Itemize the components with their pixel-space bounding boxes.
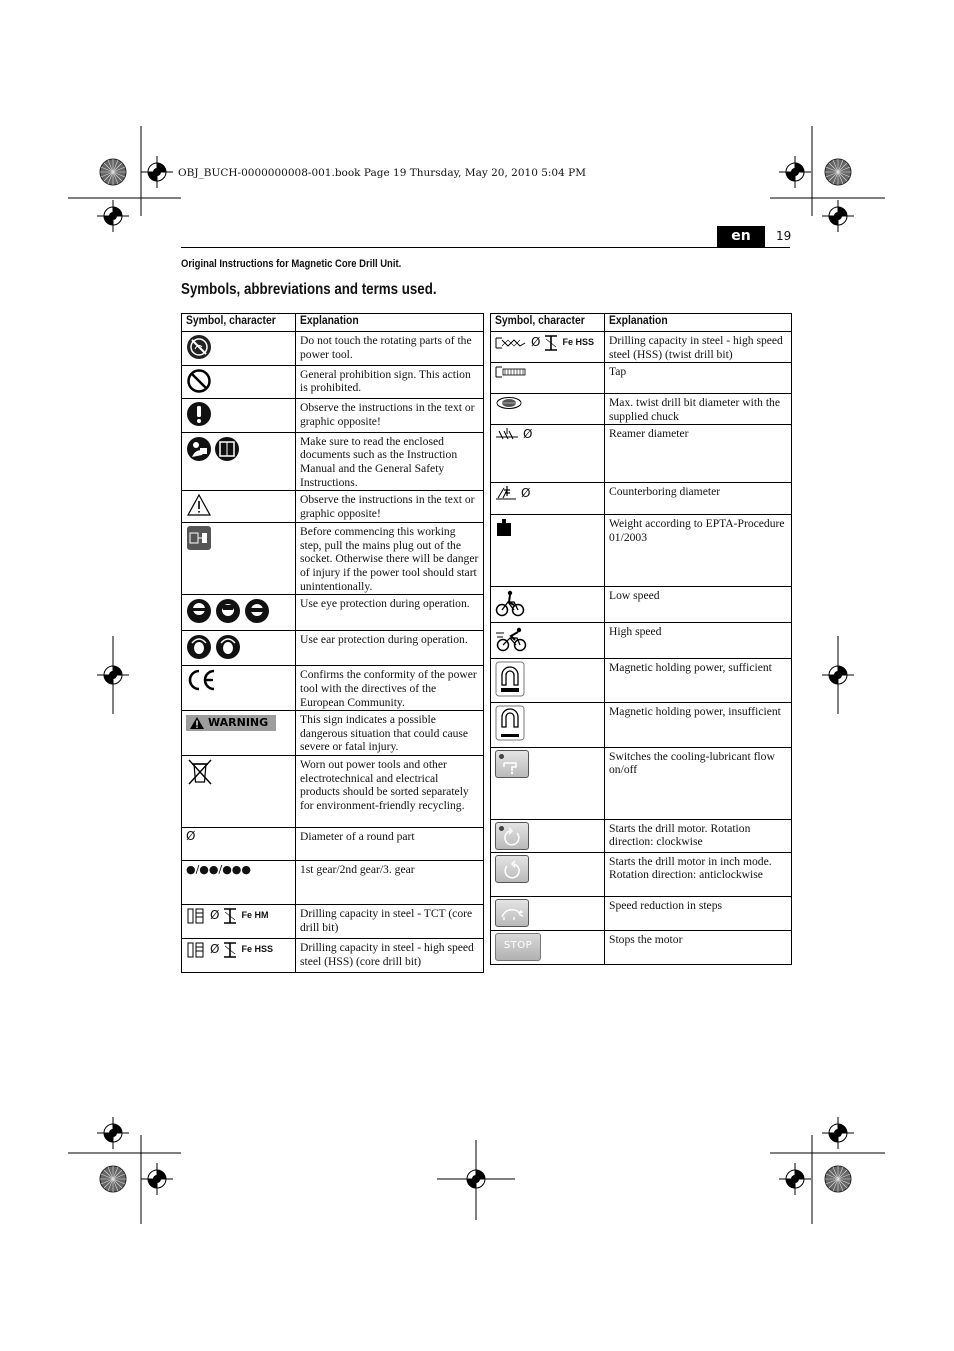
- table-row: [491, 425, 792, 483]
- warning-badge-label: WARNING: [208, 716, 269, 730]
- symbol-cell: [182, 630, 296, 666]
- diameter-symbol: Ø: [531, 335, 541, 350]
- explanation-cell: Switches the cooling-lubricant flow on/off: [605, 747, 792, 819]
- symbol-cell: [182, 666, 296, 711]
- warning-triangle-icon: [190, 717, 204, 729]
- explanation-cell: Use eye protection during operation.: [296, 595, 484, 631]
- column-header-symbol: Symbol, character: [491, 314, 605, 332]
- column-header-symbol: Symbol, character: [182, 314, 296, 332]
- header-rule: [181, 247, 790, 248]
- table-row: [182, 630, 484, 666]
- warning-triangle-icon: [186, 493, 212, 517]
- symbols-table-left: [181, 313, 484, 973]
- explanation-cell: Starts the drill motor. Rotation direction: clockwise: [605, 819, 792, 852]
- symbol-cell: [491, 515, 605, 587]
- bicycle-fast-icon: [495, 625, 527, 653]
- read-manual-icon: [186, 435, 242, 463]
- explanation-cell: This sign indicates a possible dangerous situation that could cause severe or fatal injury.: [296, 711, 484, 756]
- column-header-explanation: Explanation: [605, 314, 792, 332]
- gear-dots-symbol: ●/●●/●●●: [186, 863, 252, 877]
- explanation-cell: Starts the drill motor in inch mode. Rotation direction: anticlockwise: [605, 852, 792, 896]
- language-badge: en: [717, 226, 765, 247]
- symbol-cell: [182, 432, 296, 490]
- material-label: Fe HSS: [241, 944, 273, 955]
- explanation-cell: Weight according to EPTA-Procedure 01/2003: [605, 515, 792, 587]
- table-row: [491, 930, 792, 964]
- tap-icon: [495, 365, 529, 379]
- symbol-cell: [182, 711, 296, 756]
- explanation-cell: Magnetic holding power, insufficient: [605, 702, 792, 747]
- coolant-button-icon: [495, 750, 529, 778]
- diameter-symbol: Ø: [523, 426, 533, 441]
- symbol-cell: [182, 939, 296, 973]
- table-row: [182, 756, 484, 828]
- symbol-cell: [491, 394, 605, 425]
- explanation-cell: Stops the motor: [605, 930, 792, 964]
- column-header-explanation: Explanation: [296, 314, 484, 332]
- table-row: [491, 702, 792, 747]
- magnet-insufficient-icon: [495, 705, 525, 741]
- table-header-row: [182, 314, 484, 332]
- symbol-cell: [491, 819, 605, 852]
- table-row: [182, 666, 484, 711]
- magnet-sufficient-icon: [495, 661, 525, 697]
- explanation-cell: Drilling capacity in steel - high speed steel (HSS) (core drill bit): [296, 939, 484, 973]
- explanation-cell: Confirms the conformity of the power tool with the directives of the European Community.: [296, 666, 484, 711]
- symbol-cell: [491, 483, 605, 515]
- symbol-cell: [182, 861, 296, 905]
- file-header: OBJ_BUCH-0000000008-001.book Page 19 Thursday, May 20, 2010 5:04 PM: [178, 167, 586, 179]
- table-row: [182, 399, 484, 433]
- explanation-cell: Counterboring diameter: [605, 483, 792, 515]
- table-row: [491, 483, 792, 515]
- explanation-cell: Tap: [605, 363, 792, 394]
- table-header-row: [491, 314, 792, 332]
- table-row: [182, 861, 484, 905]
- unplug-icon: [186, 525, 212, 551]
- reamer-icon: [495, 427, 519, 441]
- weight-icon: [495, 517, 513, 537]
- table-row: [182, 711, 484, 756]
- core-drill-icon: [186, 941, 206, 959]
- explanation-cell: Diameter of a round part: [296, 828, 484, 861]
- start-anticlockwise-button-icon: [495, 855, 529, 883]
- stop-button-icon: STOP: [495, 933, 541, 961]
- symbols-table-right: [490, 313, 792, 965]
- symbol-cell: [182, 332, 296, 366]
- table-row: [491, 819, 792, 852]
- exclamation-icon: [186, 401, 212, 427]
- turtle-button-icon: [495, 899, 529, 927]
- steel-beam-icon: [223, 941, 237, 959]
- ear-protection-icon: [186, 633, 242, 661]
- chuck-icon: [495, 396, 523, 410]
- explanation-cell: Do not touch the rotating parts of the power tool.: [296, 332, 484, 366]
- document-subtitle: Original Instructions for Magnetic Core Drill Unit.: [181, 258, 402, 270]
- diameter-symbol: Ø: [521, 485, 531, 500]
- table-row: [491, 394, 792, 425]
- explanation-cell: Magnetic holding power, sufficient: [605, 658, 792, 702]
- symbol-cell: [182, 491, 296, 523]
- symbol-cell: [491, 332, 605, 363]
- table-row: [491, 515, 792, 587]
- prohibition-icon: [186, 368, 212, 394]
- table-row: [491, 852, 792, 896]
- symbol-cell: [182, 828, 296, 861]
- page-number: 19: [776, 229, 792, 243]
- core-drill-icon: [186, 907, 206, 925]
- symbol-cell: [182, 523, 296, 595]
- explanation-cell: Speed reduction in steps: [605, 896, 792, 930]
- table-row: [182, 939, 484, 973]
- document-title: Symbols, abbreviations and terms used.: [181, 281, 437, 298]
- table-row: [182, 332, 484, 366]
- eye-protection-icon: [186, 597, 270, 625]
- ce-mark-icon: [186, 668, 218, 692]
- diameter-symbol: Ø: [186, 829, 196, 844]
- table-row: [182, 365, 484, 399]
- table-row: [491, 622, 792, 658]
- symbol-cell: [491, 852, 605, 896]
- steel-beam-icon: [223, 907, 237, 925]
- material-label: Fe HM: [241, 910, 269, 921]
- table-row: [182, 491, 484, 523]
- diameter-symbol: Ø: [210, 942, 220, 957]
- table-row: [182, 523, 484, 595]
- table-row: [182, 595, 484, 631]
- explanation-cell: Drilling capacity in steel - TCT (core drill bit): [296, 905, 484, 939]
- explanation-cell: Before commencing this working step, pull the mains plug out of the socket. Otherwise there will be danger of injury if the power tool should start unintentionally.: [296, 523, 484, 595]
- table-row: [491, 363, 792, 394]
- twist-drill-icon: [495, 336, 527, 350]
- symbol-cell: [491, 363, 605, 394]
- crossed-bin-icon: [186, 758, 214, 786]
- table-row: [182, 432, 484, 490]
- symbol-cell: [491, 702, 605, 747]
- material-label: Fe HSS: [562, 337, 594, 348]
- explanation-cell: Drilling capacity in steel - high speed steel (HSS) (twist drill bit): [605, 332, 792, 363]
- symbol-cell: [491, 622, 605, 658]
- table-row: [491, 587, 792, 623]
- steel-beam-icon: [544, 334, 558, 352]
- do-not-touch-icon: [186, 334, 212, 360]
- table-row: [491, 658, 792, 702]
- diameter-symbol: Ø: [210, 908, 220, 923]
- symbol-cell: [491, 425, 605, 483]
- explanation-cell: High speed: [605, 622, 792, 658]
- explanation-cell: General prohibition sign. This action is prohibited.: [296, 365, 484, 399]
- symbol-cell: [491, 896, 605, 930]
- explanation-cell: Reamer diameter: [605, 425, 792, 483]
- table-row: [491, 332, 792, 363]
- symbol-cell: [491, 658, 605, 702]
- table-row: [491, 896, 792, 930]
- table-row: [182, 828, 484, 861]
- symbol-cell: [182, 365, 296, 399]
- counterbore-icon: [495, 485, 517, 501]
- symbol-cell: [182, 905, 296, 939]
- symbol-cell: [182, 595, 296, 631]
- explanation-cell: Observe the instructions in the text or graphic opposite!: [296, 399, 484, 433]
- symbol-cell: [491, 587, 605, 623]
- symbol-cell: [491, 930, 605, 964]
- explanation-cell: Max. twist drill bit diameter with the supplied chuck: [605, 394, 792, 425]
- explanation-cell: Use ear protection during operation.: [296, 630, 484, 666]
- start-clockwise-button-icon: [495, 822, 529, 850]
- symbol-cell: [182, 756, 296, 828]
- explanation-cell: 1st gear/2nd gear/3. gear: [296, 861, 484, 905]
- explanation-cell: Worn out power tools and other electrotechnical and electrical products should be sorted separately for environment-friendly recycling.: [296, 756, 484, 828]
- symbol-cell: [182, 399, 296, 433]
- table-row: [491, 747, 792, 819]
- warning-badge-icon: [186, 715, 276, 731]
- explanation-cell: Low speed: [605, 587, 792, 623]
- explanation-cell: Make sure to read the enclosed documents such as the Instruction Manual and the General Safety Instructions.: [296, 432, 484, 490]
- symbol-cell: [491, 747, 605, 819]
- table-row: [182, 905, 484, 939]
- explanation-cell: Observe the instructions in the text or graphic opposite!: [296, 491, 484, 523]
- bicycle-slow-icon: [495, 589, 525, 617]
